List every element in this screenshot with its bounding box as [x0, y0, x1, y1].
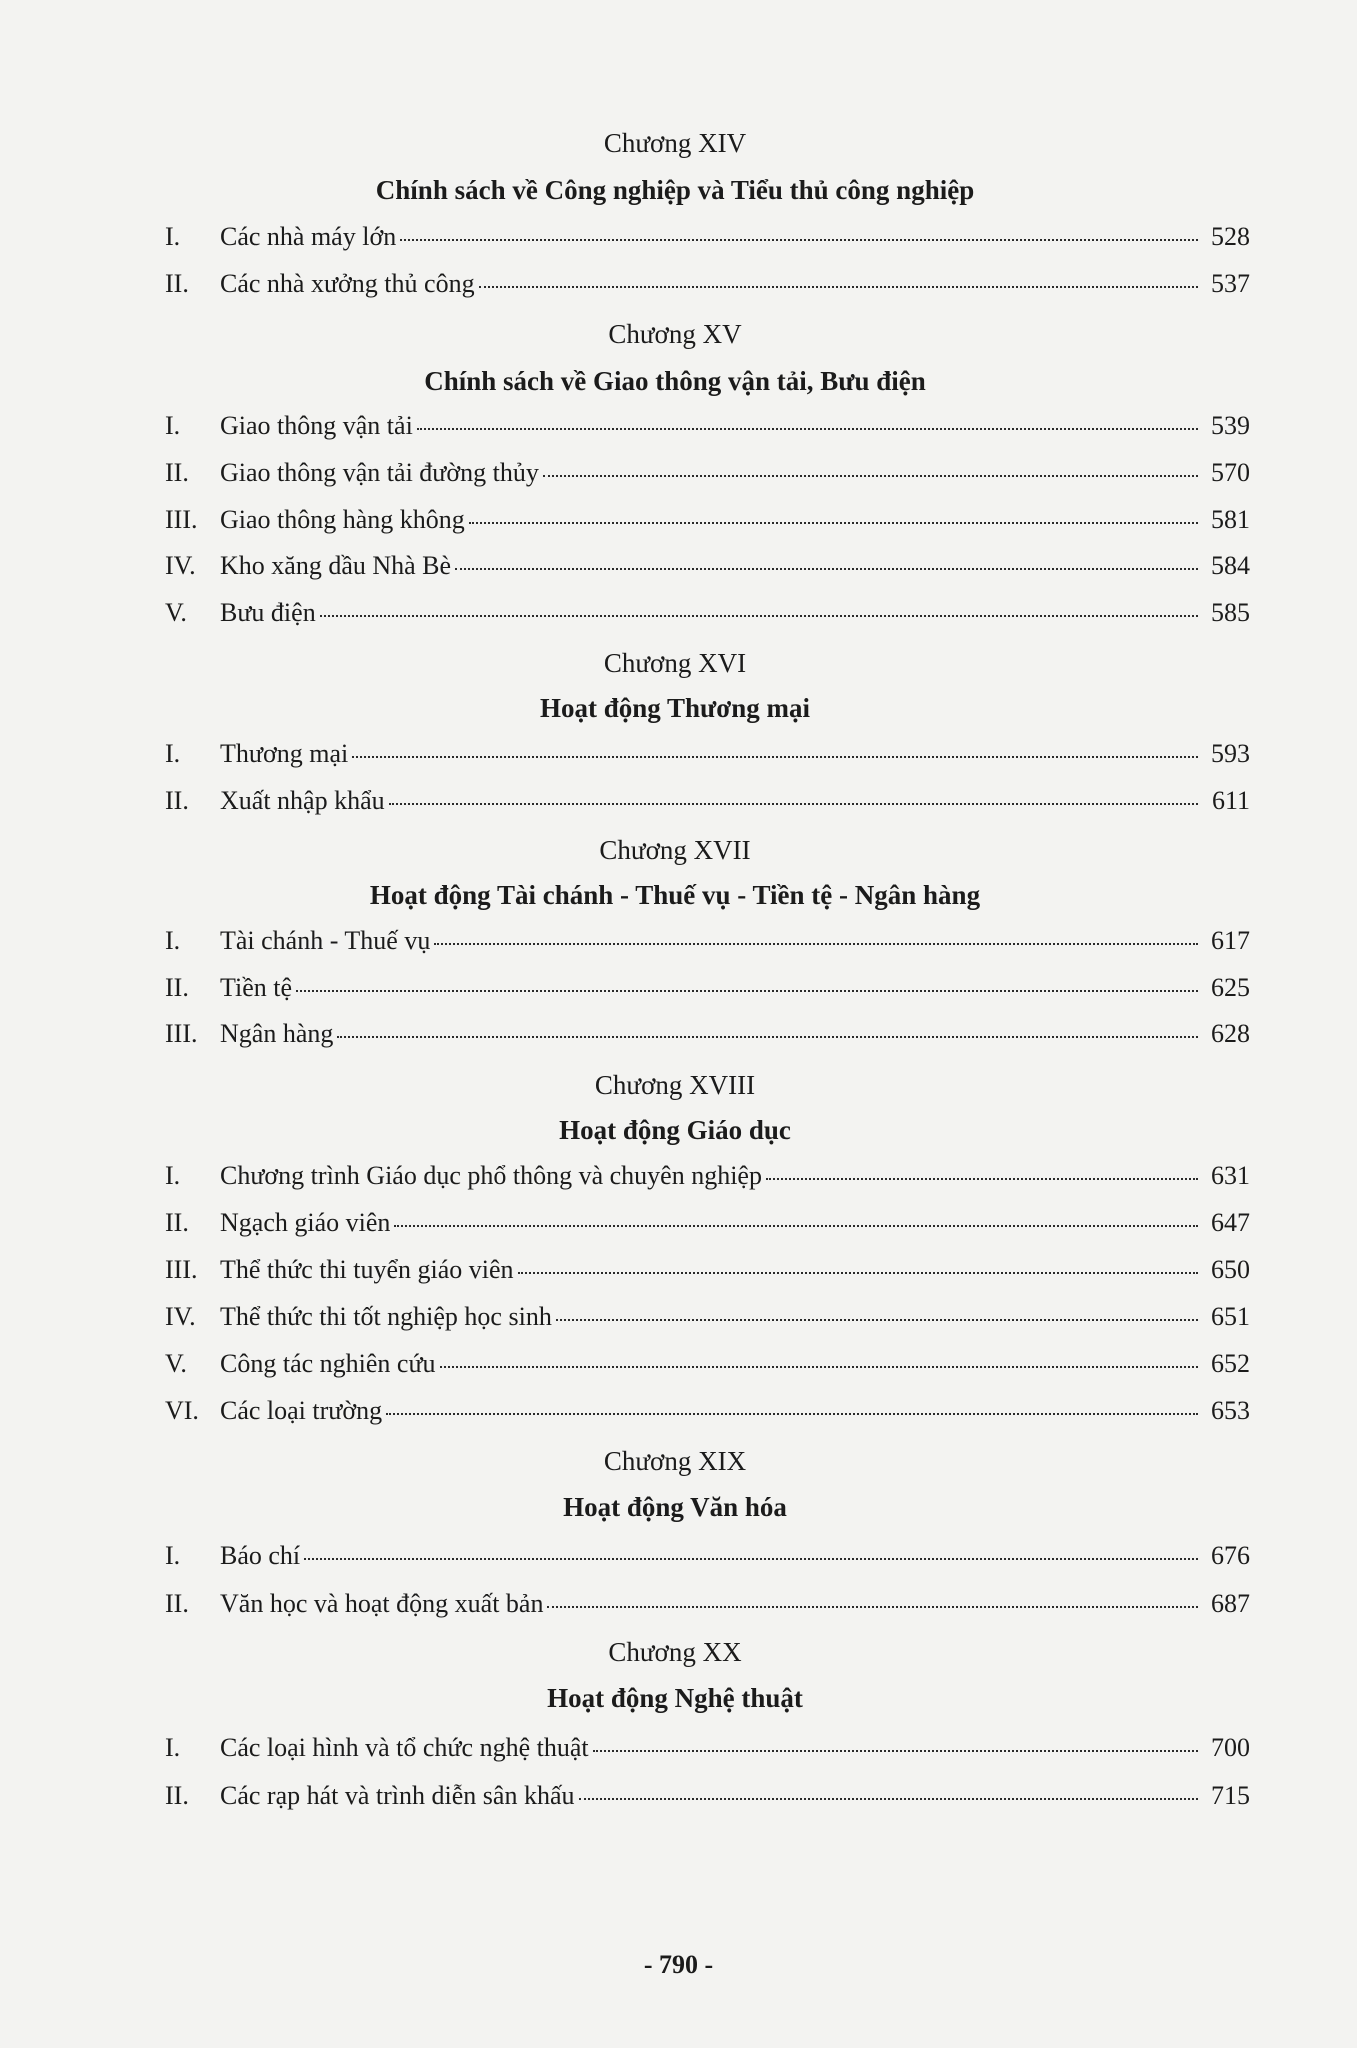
- entry-page: 581: [1211, 505, 1250, 534]
- dot-leader: [394, 1225, 1198, 1227]
- entry-numeral: V.: [165, 1349, 187, 1378]
- entry-page: 611: [1211, 786, 1250, 815]
- chapter-title: Hoạt động Nghệ thuật: [547, 1683, 803, 1713]
- entry-page: 652: [1211, 1349, 1250, 1378]
- entry-numeral: I.: [165, 1733, 181, 1762]
- entry-numeral: I.: [165, 926, 181, 955]
- toc-entry: [165, 458, 1250, 494]
- chapter-title: Chính sách về Giao thông vận tải, Bưu điện: [424, 366, 926, 396]
- entry-numeral: III.: [165, 1019, 198, 1048]
- dot-leader: [518, 1272, 1198, 1274]
- entry-label: Ngạch giáo viên: [220, 1208, 391, 1237]
- dot-leader: [320, 615, 1198, 617]
- dot-leader: [766, 1178, 1198, 1180]
- toc-entry: [165, 1208, 1250, 1244]
- dot-leader: [547, 1606, 1198, 1608]
- entry-page: 585: [1211, 598, 1250, 627]
- entry-page: 570: [1211, 458, 1250, 487]
- entry-numeral: I.: [165, 739, 181, 768]
- toc-entry: [165, 926, 1250, 962]
- entry-page: 715: [1211, 1781, 1250, 1810]
- entry-label: Tiền tệ: [220, 973, 292, 1002]
- entry-numeral: III.: [165, 505, 198, 534]
- toc-entry: [165, 1255, 1250, 1291]
- entry-label: Xuất nhập khẩu: [220, 786, 385, 815]
- entry-numeral: IV.: [165, 551, 196, 580]
- toc-entry: [165, 222, 1250, 258]
- entry-page: 584: [1211, 551, 1250, 580]
- entry-page: 647: [1211, 1208, 1250, 1237]
- toc-entry: [165, 1733, 1250, 1769]
- entry-label: Thương mại: [220, 739, 349, 768]
- entry-numeral: II.: [165, 458, 189, 487]
- chapter-title: Hoạt động Văn hóa: [563, 1492, 787, 1522]
- dot-leader: [479, 286, 1198, 288]
- dot-leader: [579, 1798, 1199, 1800]
- entry-label: Bưu điện: [220, 598, 316, 627]
- entry-numeral: II.: [165, 1589, 189, 1618]
- toc-entry: [165, 1541, 1250, 1577]
- chapter-title: Hoạt động Thương mại: [540, 693, 810, 723]
- chapter-number: Chương XVII: [599, 835, 751, 865]
- entry-numeral: III.: [165, 1255, 198, 1284]
- entry-numeral: II.: [165, 786, 189, 815]
- entry-page: 537: [1211, 269, 1250, 298]
- entry-page: 539: [1211, 411, 1250, 440]
- entry-label: Các loại trường: [220, 1396, 383, 1425]
- entry-page: 593: [1211, 739, 1250, 768]
- entry-label: Thể thức thi tốt nghiệp học sinh: [220, 1302, 552, 1331]
- chapter-number: Chương XVIII: [594, 1070, 756, 1100]
- toc-entry: [165, 1302, 1250, 1338]
- toc-entry: [165, 269, 1250, 305]
- entry-numeral: II.: [165, 1781, 189, 1810]
- toc-entry: [165, 973, 1250, 1009]
- entry-label: Kho xăng dầu Nhà Bè: [220, 551, 452, 580]
- entry-label: Văn học và hoạt động xuất bản: [220, 1589, 544, 1618]
- dot-leader: [352, 756, 1198, 758]
- entry-label: Chương trình Giáo dục phổ thông và chuyên nghiệp: [220, 1161, 762, 1190]
- toc-entry: [165, 411, 1250, 447]
- chapter-title: Chính sách về Công nghiệp và Tiểu thủ công nghiệp: [375, 175, 975, 205]
- entry-label: Ngân hàng: [220, 1019, 334, 1048]
- dot-leader: [389, 803, 1198, 805]
- entry-label: Các loại hình và tổ chức nghệ thuật: [220, 1733, 589, 1762]
- dot-leader: [417, 428, 1198, 430]
- dot-leader: [556, 1319, 1198, 1321]
- entry-label: Giao thông vận tải: [220, 411, 413, 440]
- toc-entry: [165, 1349, 1250, 1385]
- entry-numeral: I.: [165, 1161, 181, 1190]
- entry-label: Công tác nghiên cứu: [220, 1349, 436, 1378]
- entry-numeral: I.: [165, 222, 181, 251]
- entry-numeral: II.: [165, 1208, 189, 1237]
- dot-leader: [469, 522, 1198, 524]
- toc-entry: [165, 1781, 1250, 1817]
- entry-page: 676: [1211, 1541, 1250, 1570]
- toc-entry: [165, 1019, 1250, 1055]
- dot-leader: [304, 1558, 1198, 1560]
- entry-numeral: I.: [165, 411, 181, 440]
- chapter-number: Chương XIV: [603, 128, 747, 158]
- entry-numeral: I.: [165, 1541, 181, 1570]
- chapter-number: Chương XV: [608, 319, 742, 349]
- dot-leader: [440, 1366, 1198, 1368]
- toc-entry: [165, 1589, 1250, 1625]
- dot-leader: [543, 475, 1198, 477]
- entry-page: 653: [1211, 1396, 1250, 1425]
- dot-leader: [337, 1036, 1198, 1038]
- dot-leader: [386, 1413, 1198, 1415]
- page-number: - 790 -: [643, 1950, 714, 1979]
- entry-page: 628: [1211, 1019, 1250, 1048]
- entry-numeral: V.: [165, 598, 187, 627]
- toc-entry: [165, 598, 1250, 634]
- entry-page: 625: [1211, 973, 1250, 1002]
- dot-leader: [400, 239, 1198, 241]
- entry-label: Các nhà máy lớn: [220, 222, 397, 251]
- chapter-number: Chương XIX: [603, 1446, 747, 1476]
- entry-numeral: II.: [165, 269, 189, 298]
- entry-label: Các nhà xưởng thủ công: [220, 269, 475, 298]
- toc-entry: [165, 551, 1250, 587]
- dot-leader: [593, 1750, 1198, 1752]
- entry-numeral: VI.: [165, 1396, 199, 1425]
- entry-label: Thể thức thi tuyển giáo viên: [220, 1255, 514, 1284]
- entry-label: Tài chánh - Thuế vụ: [220, 926, 431, 955]
- chapter-number: Chương XVI: [603, 648, 747, 678]
- entry-numeral: IV.: [165, 1302, 196, 1331]
- entry-page: 651: [1211, 1302, 1250, 1331]
- dot-leader: [296, 990, 1198, 992]
- entry-page: 687: [1211, 1589, 1250, 1618]
- entry-label: Báo chí: [220, 1541, 301, 1570]
- entry-page: 617: [1211, 926, 1250, 955]
- dot-leader: [434, 943, 1198, 945]
- toc-entry: [165, 1396, 1250, 1432]
- toc-entry: [165, 739, 1250, 775]
- entry-label: Các rạp hát và trình diễn sân khấu: [220, 1781, 575, 1810]
- entry-numeral: II.: [165, 973, 189, 1002]
- toc-entry: [165, 786, 1250, 822]
- entry-page: 650: [1211, 1255, 1250, 1284]
- entry-page: 528: [1211, 222, 1250, 251]
- toc-entry: [165, 1161, 1250, 1197]
- entry-page: 631: [1211, 1161, 1250, 1190]
- toc-entry: [165, 505, 1250, 541]
- entry-label: Giao thông vận tải đường thủy: [220, 458, 539, 487]
- chapter-title: Hoạt động Tài chánh - Thuế vụ - Tiền tệ - Ngân hàng: [369, 880, 981, 910]
- entry-page: 700: [1211, 1733, 1250, 1762]
- entry-label: Giao thông hàng không: [220, 505, 465, 534]
- dot-leader: [455, 568, 1198, 570]
- chapter-title: Hoạt động Giáo dục: [559, 1115, 791, 1145]
- chapter-number: Chương XX: [608, 1637, 742, 1667]
